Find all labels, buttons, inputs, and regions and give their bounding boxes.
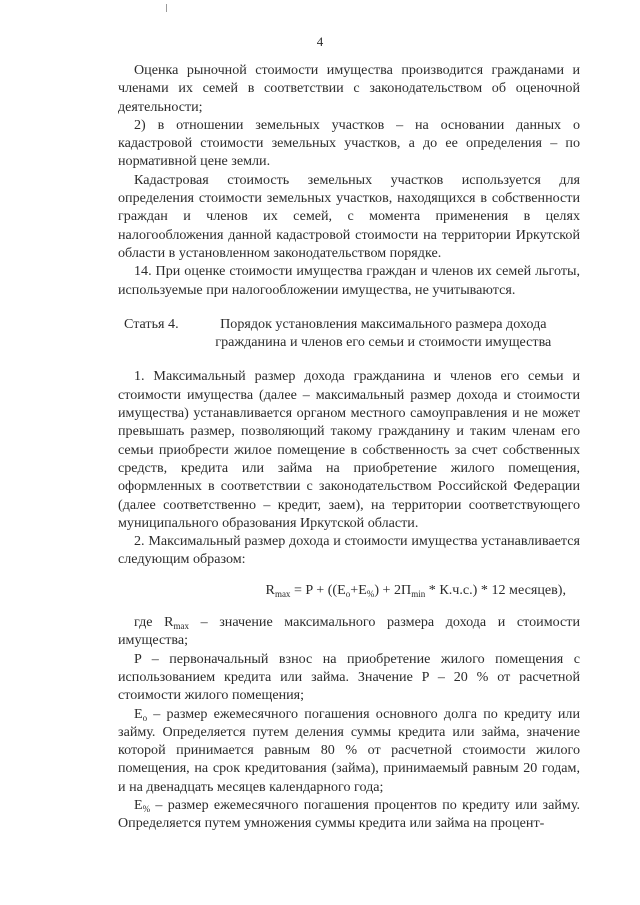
definition-epct: $E_{\%}$ – размер ежемесячного погашения процентов по кредиту или займу. Определяется путем умножения суммы кредита или займа на процент- bbox=[118, 796, 580, 832]
paragraph: 1. Максимальный размер дохода гражданина и членов его семьи и стоимости имущества (далее – максимальный размер дохода и стоимости имущества) устанавливается органом местного самоуправления и не может превышать размер, позволяющий такому гражданину и таким членам его семьи приобрести жилое помещение в собственность за счет собственных средств, кредита или займа на приобретение жилого помещения, оформленных в соответствии с законодательством Российской Федерации (далее соответственно – кредит, заем), на территории соответствующего муниципального образования Иркутской области. bbox=[118, 368, 580, 531]
definition-rmax: где $R_{max}$ – значение максимального размера дохода и стоимости имущества; bbox=[118, 614, 580, 649]
paragraph: Кадастровая стоимость земельных участков используется для определения стоимости земельных участков, находящихся в собственности граждан и членов их семей, с момента применения в целях налогообложения данной кадастровой стоимости на территории Иркутской области в установленном законодательством порядке. bbox=[118, 171, 580, 261]
definition-eo: $E_o$ – размер ежемесячного погашения основного долга по кредиту или займу. Определяется путем деления суммы кредита или займа, значение которой принимается равным 80 % от расчетной стоимости жилого помещения, на срок кредитования (займа), принимаемый равным 20 годам, и на двенадцать месяцев календарного года; bbox=[118, 705, 580, 795]
scan-mark bbox=[166, 4, 167, 12]
paragraph: Оценка рыночной стоимости имущества производится гражданами и членами их семей в соответствии с законодательством об оценочной деятельности; bbox=[118, 62, 580, 115]
page-number: 4 bbox=[316, 34, 324, 49]
formula: $R_{max} = P + ((E_o+E_{\%}) + 2П_{min} * К.ч.с.) * 12$ месяцев), bbox=[265, 581, 566, 599]
paragraph: 2) в отношении земельных участков – на основании данных о кадастровой стоимости земельных участков, а до ее определения – по нормативной цене земли. bbox=[118, 116, 580, 170]
paragraph: 2. Максимальный размер дохода и стоимости имущества устанавливается следующим образом: bbox=[118, 533, 580, 568]
paragraph: 14. При оценке стоимости имущества граждан и членов их семей льготы, используемые при налогообложении имущества, не учитываются. bbox=[118, 263, 580, 298]
article-number: Статья 4. bbox=[124, 315, 179, 332]
article-title: Порядок установления максимального размера дохода гражданина и членов его семьи и стоимости имущества bbox=[215, 315, 552, 351]
article-heading bbox=[118, 315, 580, 352]
document-body bbox=[118, 61, 580, 833]
definition-p: P – первоначальный взнос на приобретение жилого помещения с использованием кредита или займа. Значение P – 20 % от расчетной стоимости жилого помещения; bbox=[118, 650, 580, 704]
